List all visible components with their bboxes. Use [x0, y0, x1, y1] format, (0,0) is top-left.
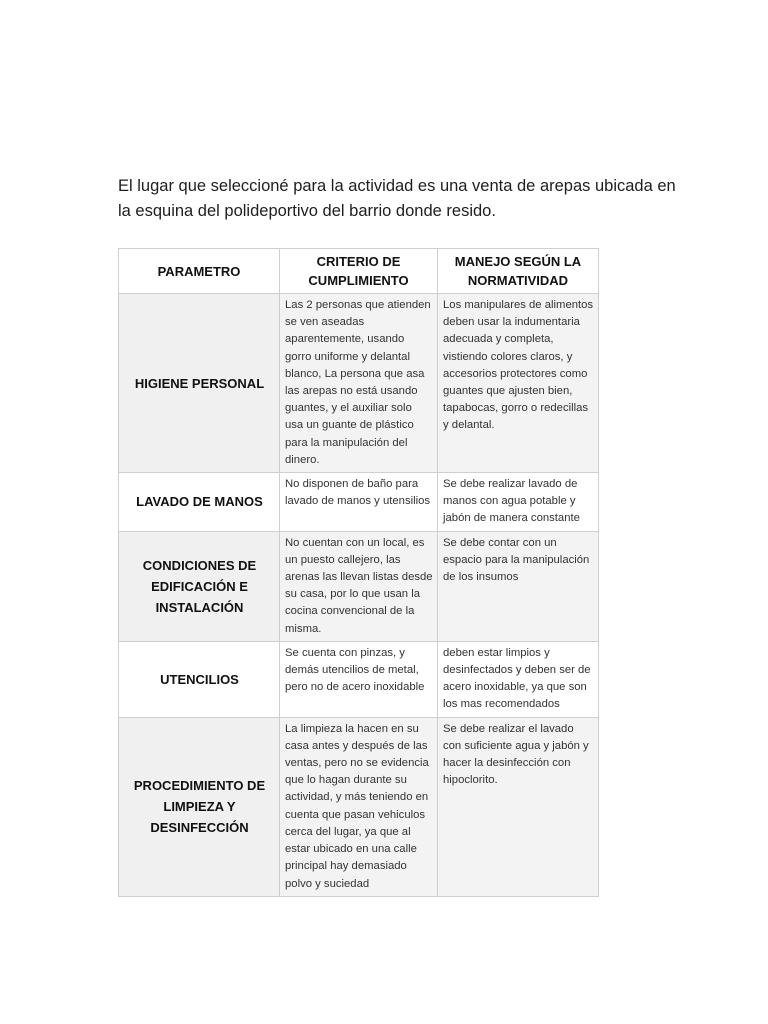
table-row — [119, 717, 599, 896]
header-manejo: MANEJO SEGÚN LA NORMATIVIDAD — [438, 249, 599, 294]
row-criterio: No cuentan con un local, es un puesto callejero, las arenas las llevan listas desde su casa, por lo que usan la cocina convencional de la misma. — [280, 531, 438, 641]
table-row — [119, 294, 599, 473]
row-param: PROCEDIMIENTO DE LIMPIEZA Y DESINFECCIÓN — [119, 717, 280, 896]
table-row — [119, 473, 599, 532]
row-param: HIGIENE PERSONAL — [119, 294, 280, 473]
row-manejo: Se debe contar con un espacio para la manipulación de los insumos — [438, 531, 599, 641]
row-manejo: Se debe realizar el lavado con suficiente agua y jabón y hacer la desinfección con hipoclorito. — [438, 717, 599, 896]
header-criterio: CRITERIO DE CUMPLIMIENTO — [280, 249, 438, 294]
row-param: LAVADO DE MANOS — [119, 473, 280, 532]
row-param: UTENCILIOS — [119, 641, 280, 717]
row-param: CONDICIONES DE EDIFICACIÓN E INSTALACIÓN — [119, 531, 280, 641]
row-criterio: No disponen de baño para lavado de manos y utensilios — [280, 473, 438, 532]
table-row — [119, 531, 599, 641]
row-manejo: Se debe realizar lavado de manos con agua potable y jabón de manera constante — [438, 473, 599, 532]
row-criterio: Las 2 personas que atienden se ven aseadas aparentemente, usando gorro uniforme y delantal blanco, La persona que asa las arepas no está usando guantes, y el auxiliar solo usa un guante de plástico para la manipulación del dinero. — [280, 294, 438, 473]
row-criterio: La limpieza la hacen en su casa antes y después de las ventas, pero no se evidencia que lo hagan durante su actividad, y más teniendo en cuenta que pasan vehiculos cerca del lugar, ya que al estar ubicado en una calle principal hay demasiado polvo y suciedad — [280, 717, 438, 896]
criteria-table-container — [118, 248, 598, 897]
intro-paragraph: El lugar que seleccioné para la actividad es una venta de arepas ubicada en la esquina del polideportivo del barrio donde resido. — [118, 177, 676, 220]
criteria-table — [118, 248, 599, 897]
table-row — [119, 641, 599, 717]
row-manejo: deben estar limpios y desinfectados y deben ser de acero inoxidable, ya que son los mas recomendados — [438, 641, 599, 717]
table-header-row — [119, 249, 599, 294]
row-criterio: Se cuenta con pinzas, y demás utencilios de metal, pero no de acero inoxidable — [280, 641, 438, 717]
header-parametro: PARAMETRO — [119, 249, 280, 294]
row-manejo: Los manipulares de alimentos deben usar la indumentaria adecuada y completa, vistiendo colores claros, y accesorios protectores como guantes que ajusten bien, tapabocas, gorro o redecillas y delantal. — [438, 294, 599, 473]
